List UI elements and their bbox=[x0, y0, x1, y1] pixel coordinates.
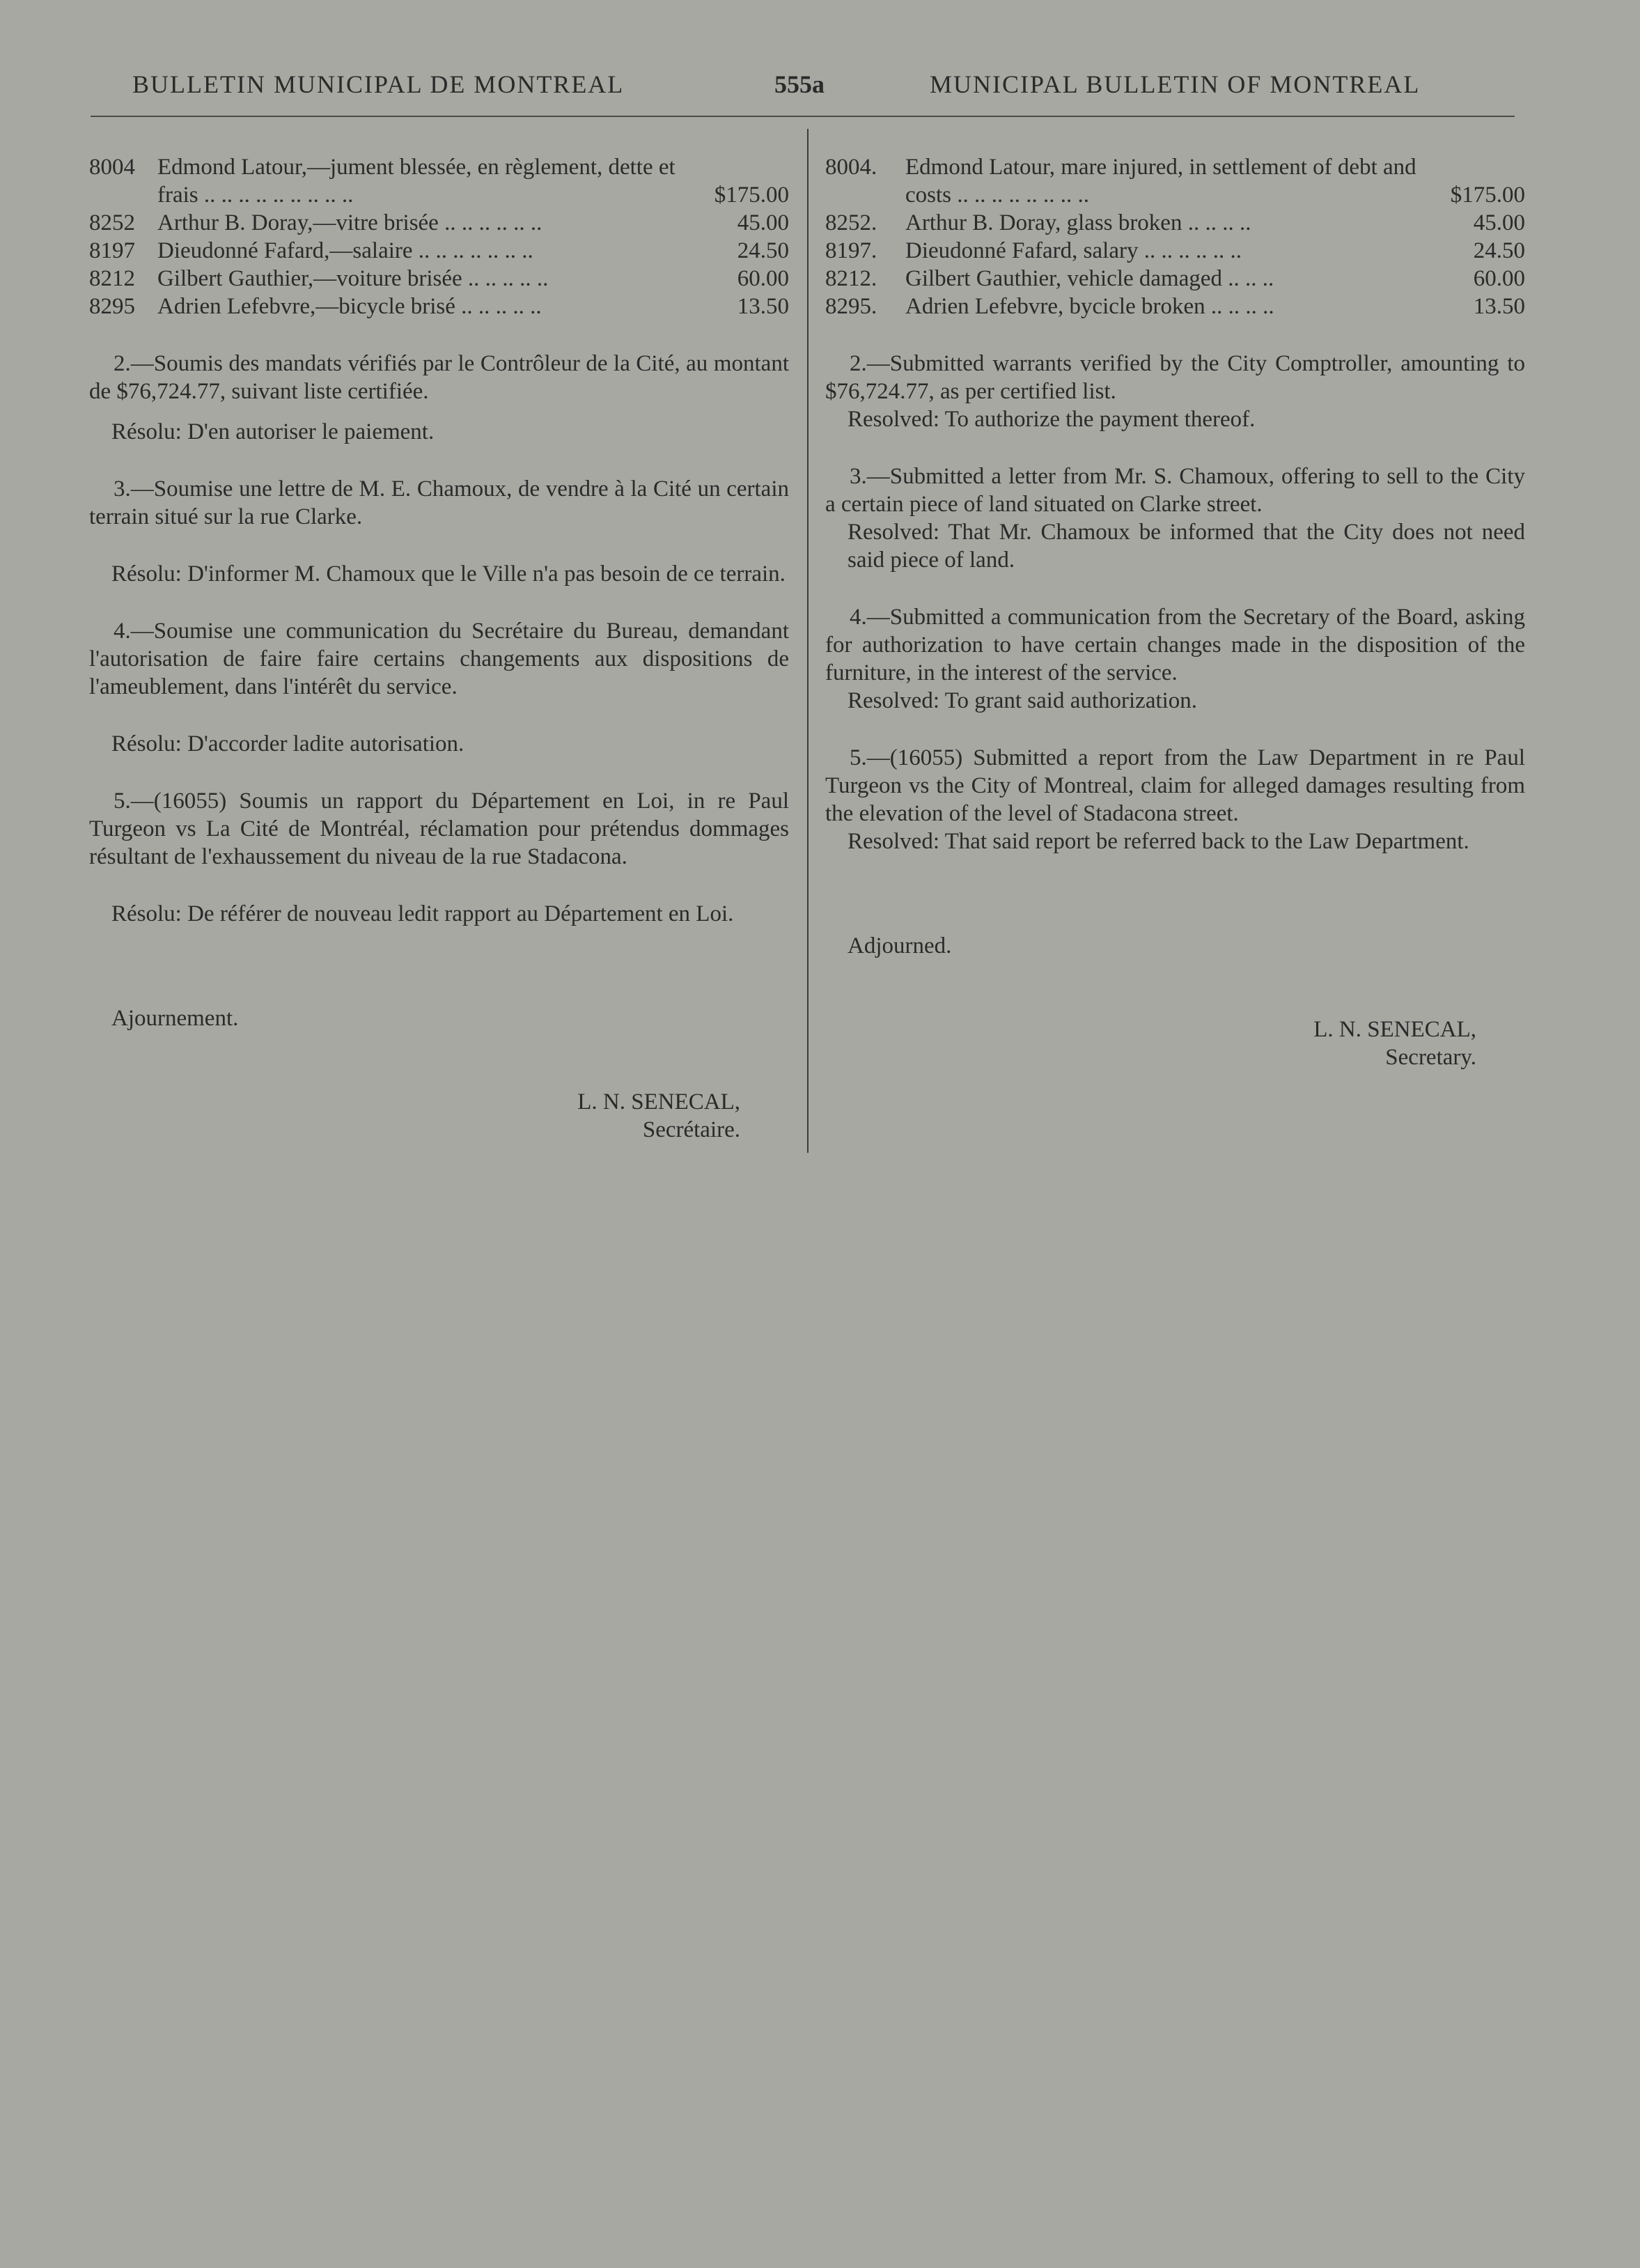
signature-name: L. N. SENECAL, bbox=[577, 1089, 740, 1114]
item-number: 8212. bbox=[825, 266, 877, 291]
resolution-4: Résolu: D'accorder ladite autorisation. bbox=[111, 731, 464, 756]
signature-name: L. N. SENECAL, bbox=[1313, 1017, 1476, 1042]
item-amount: 60.00 bbox=[1473, 266, 1525, 291]
item-text: Arthur B. Doray,—vitre brisée .. .. .. .. .. .. bbox=[157, 210, 542, 235]
item-number: 8295. bbox=[825, 294, 877, 319]
item-number: 8004 bbox=[89, 155, 135, 180]
page-number: 555a bbox=[774, 70, 825, 98]
item-text: Dieudonné Fafard, salary .. .. .. .. .. .. bbox=[905, 238, 1242, 263]
item-text: Arthur B. Doray, glass broken .. .. .. .. bbox=[905, 210, 1251, 235]
resolution-2: Résolu: D'en autoriser le paiement. bbox=[111, 419, 435, 444]
item-amount: 24.50 bbox=[1473, 238, 1525, 263]
signature-title: Secrétaire. bbox=[642, 1117, 740, 1142]
item-number: 8197 bbox=[89, 238, 135, 263]
item-amount: 13.50 bbox=[737, 294, 789, 319]
adjournment: Ajournement. bbox=[111, 1006, 239, 1031]
item-amount: 45.00 bbox=[1473, 210, 1525, 235]
item-number: 8212 bbox=[89, 266, 135, 291]
column-divider bbox=[807, 129, 809, 1153]
header-french-title: BULLETIN MUNICIPAL DE MONTREAL bbox=[132, 70, 625, 98]
table-row bbox=[89, 293, 789, 320]
paragraph-2: 2.—Soumis des mandats vérifiés par le Contrôleur de la Cité, au montant de $76,724.77, suivant liste certifiée. bbox=[89, 351, 789, 404]
signature-block bbox=[825, 1016, 1525, 1071]
resolution-3: Résolu: D'informer M. Chamoux que le Ville n'a pas besoin de ce terrain. bbox=[111, 561, 786, 587]
french-column bbox=[89, 153, 789, 1144]
item-text: Adrien Lefebvre,—bicycle brisé .. .. .. .. .. bbox=[157, 294, 542, 319]
table-row bbox=[825, 237, 1525, 265]
resolution-4: Resolved: To grant said authorization. bbox=[848, 688, 1198, 713]
english-column bbox=[825, 153, 1525, 1071]
item-number: 8295 bbox=[89, 294, 135, 319]
paragraph-5: 5.—(16055) Submitted a report from the Law Department in re Paul Turgeon vs the City of Montreal, claim for alleged damages resulting from the elevation of the level of Stadacona street. bbox=[825, 745, 1525, 826]
paragraph-5: 5.—(16055) Soumis un rapport du Département en Loi, in re Paul Turgeon vs La Cité de Montréal, réclamation pour prétendus dommages résultant de l'exhaussement du niveau de la rue Stadacona. bbox=[89, 789, 789, 869]
table-row bbox=[89, 265, 789, 293]
header-rule bbox=[91, 116, 1515, 117]
item-number: 8004. bbox=[825, 155, 877, 180]
table-row bbox=[825, 209, 1525, 237]
table-row bbox=[89, 153, 789, 209]
resolution-3: Resolved: That Mr. Chamoux be informed that the City does not need said piece of land. bbox=[848, 520, 1525, 573]
item-amount: 60.00 bbox=[737, 266, 789, 291]
paragraph-3: 3.—Submitted a letter from Mr. S. Chamoux, offering to sell to the City a certain piece of land situated on Clarke street. bbox=[825, 464, 1525, 517]
header-english-title: MUNICIPAL BULLETIN OF MONTREAL bbox=[930, 70, 1421, 98]
adjournment: Adjourned. bbox=[848, 933, 952, 958]
item-text: Gilbert Gauthier, vehicle damaged .. .. .. bbox=[905, 266, 1274, 291]
item-text: Edmond Latour, mare injured, in settlement of debt and costs .. .. .. .. .. .. .. .. bbox=[905, 155, 1416, 208]
resolution-2: Resolved: To authorize the payment thereof. bbox=[848, 407, 1256, 432]
table-row bbox=[89, 237, 789, 265]
table-row bbox=[825, 153, 1525, 209]
paragraph-4: 4.—Submitted a communication from the Secretary of the Board, asking for authorization to have certain changes made in the disposition of the furniture, in the interest of the service. bbox=[825, 605, 1525, 685]
item-amount: 45.00 bbox=[737, 210, 789, 235]
item-number: 8252. bbox=[825, 210, 877, 235]
item-number: 8252 bbox=[89, 210, 135, 235]
item-text: Dieudonné Fafard,—salaire .. .. .. .. .. .. .. bbox=[157, 238, 533, 263]
item-number: 8197. bbox=[825, 238, 877, 263]
item-text: Adrien Lefebvre, bycicle broken .. .. .. .. bbox=[905, 294, 1274, 319]
item-amount: 24.50 bbox=[737, 238, 789, 263]
item-text: Gilbert Gauthier,—voiture brisée .. .. .. .. .. bbox=[157, 266, 549, 291]
table-row bbox=[825, 265, 1525, 293]
table-row bbox=[825, 293, 1525, 320]
item-amount: $175.00 bbox=[714, 182, 789, 208]
signature-block bbox=[89, 1088, 789, 1144]
resolution-5: Résolu: De référer de nouveau ledit rapport au Département en Loi. bbox=[111, 901, 734, 926]
english-payments-table bbox=[825, 153, 1525, 320]
paragraph-4: 4.—Soumise une communication du Secrétaire du Bureau, demandant l'autorisation de faire faire certains changements aux dispositions de l'ameublement, dans l'intérêt du service. bbox=[89, 619, 789, 699]
french-payments-table bbox=[89, 153, 789, 320]
paragraph-2: 2.—Submitted warrants verified by the City Comptroller, amounting to $76,724.77, as per certified list. bbox=[825, 351, 1525, 404]
resolution-5: Resolved: That said report be referred back to the Law Department. bbox=[848, 829, 1469, 854]
item-amount: $175.00 bbox=[1450, 182, 1525, 208]
item-amount: 13.50 bbox=[1473, 294, 1525, 319]
item-text: Edmond Latour,—jument blessée, en règlement, dette et frais .. .. .. .. .. .. .. .. .. bbox=[157, 155, 675, 208]
signature-title: Secretary. bbox=[1385, 1045, 1476, 1070]
table-row bbox=[89, 209, 789, 237]
paragraph-3: 3.—Soumise une lettre de M. E. Chamoux, de vendre à la Cité un certain terrain situé sur la rue Clarke. bbox=[89, 476, 789, 529]
